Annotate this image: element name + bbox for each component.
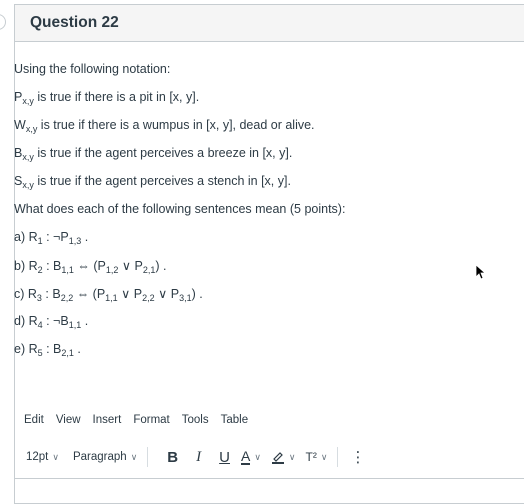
superscript-icon: T²: [305, 450, 317, 464]
question-prompt: What does each of the following sentences mean (5 points):: [14, 202, 346, 216]
question-title: Question 22: [30, 14, 119, 31]
sentence-c: c) $R_3$ : $B_{2,2}$ ⇔ ($P_{1,1}$ ∨ $P_{2,2}$ ∨ $P_{3,1}$) .: [14, 287, 203, 303]
notation-p: $P_{x,y}$ is true if there is a pit in [x, y].: [14, 90, 200, 106]
editor-text-area[interactable]: [14, 478, 524, 499]
notation-s: $S_{x,y}$ is true if the agent perceives a stench in [x, y].: [14, 174, 291, 190]
chevron-down-icon: ∨: [130, 451, 138, 462]
notation-b: $B_{x,y}$ is true if the agent perceives a breeze in [x, y].: [14, 146, 293, 162]
chevron-down-icon: ∨: [52, 451, 59, 462]
sentence-e: e) $R_5$ : $B_{2,1}$ .: [14, 342, 81, 358]
block-format-value: Paragraph: [72, 451, 127, 463]
chevron-down-icon: ∨: [288, 451, 296, 462]
menu-view[interactable]: View: [55, 414, 81, 426]
highlight-color-button[interactable]: [271, 450, 296, 464]
italic-button[interactable]: I: [196, 448, 202, 465]
chevron-down-icon: ∨: [254, 451, 261, 462]
text-color-button[interactable]: [241, 449, 261, 465]
underline-button[interactable]: U: [219, 448, 230, 466]
toolbar-divider: [147, 447, 148, 467]
font-size-select[interactable]: [26, 451, 59, 463]
mouse-pointer-icon: [476, 265, 486, 286]
toolbar-divider: [337, 447, 338, 467]
editor-toolbar: [24, 444, 365, 470]
highlighter-icon: [271, 450, 285, 464]
editor-menubar: [24, 414, 260, 426]
sentence-a: a) $R_1$ : $\neg P_{1,3}$ .: [14, 230, 89, 246]
chevron-down-icon: ∨: [320, 451, 328, 462]
sentence-b: b) $R_2$ : $B_{1,1}$ ⇔ ($P_{1,2}$ ∨ $P_{2,1}$) .: [14, 259, 167, 275]
question-card: [14, 4, 524, 504]
menu-format[interactable]: Format: [133, 414, 170, 426]
superscript-button[interactable]: [306, 450, 328, 464]
menu-edit[interactable]: Edit: [24, 414, 44, 426]
text-color-icon: A: [240, 448, 251, 464]
intro-text: Using the following notation:: [14, 62, 171, 76]
menu-insert[interactable]: Insert: [92, 414, 122, 426]
bold-button[interactable]: B: [167, 448, 179, 466]
left-edge: [0, 0, 6, 492]
question-header: [15, 5, 524, 42]
more-options-icon[interactable]: ⋮: [350, 449, 366, 466]
sentence-d: d) $R_4$ : $\neg B_{1,1}$ .: [14, 314, 89, 330]
block-format-select[interactable]: [73, 451, 137, 463]
question-flag-icon[interactable]: [0, 14, 6, 30]
notation-w: $W_{x,y}$ is true if there is a wumpus in [x, y], dead or alive.: [14, 118, 315, 134]
font-size-value: 12pt: [26, 451, 49, 463]
menu-table[interactable]: Table: [220, 414, 249, 426]
menu-tools[interactable]: Tools: [181, 414, 209, 426]
